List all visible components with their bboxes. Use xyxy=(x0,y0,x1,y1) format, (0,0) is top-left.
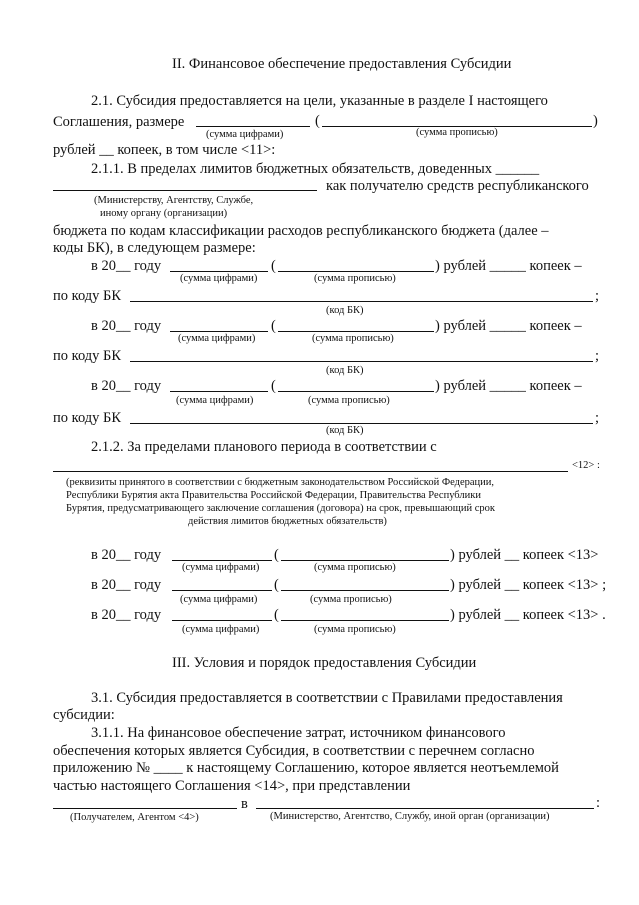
p311-v: в xyxy=(241,796,248,812)
p311-line4: частью настоящего Соглашения <14>, при представлении xyxy=(53,778,411,794)
caption-sum-digits: (сумма цифрами) xyxy=(176,395,254,406)
caption-requisites-2: Республики Бурятия акта Правительства Российской Федерации, Правительства Республики xyxy=(66,490,481,501)
caption-sum-words: (сумма прописью) xyxy=(310,594,392,605)
caption-requisites-4: действия лимитов бюджетных обязательств) xyxy=(188,516,387,527)
caption-sum-words: (сумма прописью) xyxy=(314,624,396,635)
bk-prefix: по коду БК xyxy=(53,348,122,364)
caption-requisites-3: Бурятия, предусматривающего заключение соглашения (договора) на срок, превышающий срок xyxy=(66,503,495,514)
p311-line3: приложению № ____ к настоящему Соглашению, которое является неотъемлемой xyxy=(53,760,559,776)
rub-kop-label: ) рублей _____ копеек – xyxy=(435,378,582,394)
caption-ministry-org: (Министерство, Агентство, Службу, иной орган (организации) xyxy=(270,811,550,822)
p311-end: : xyxy=(596,795,601,811)
p212-ref: <12> : xyxy=(572,460,600,471)
paren-open: ( xyxy=(274,607,279,623)
paren-open: ( xyxy=(274,577,279,593)
caption-bk: (код БК) xyxy=(326,425,364,436)
sum-digits-line xyxy=(170,331,268,332)
sum-words-line xyxy=(278,331,434,332)
p211-line2-tail: как получателю средств республиканского xyxy=(326,178,589,194)
bk-line xyxy=(130,423,593,424)
caption-sum-words: (сумма прописью) xyxy=(308,395,390,406)
recipient-line xyxy=(53,808,237,809)
year-label: в 20__ году xyxy=(91,577,162,593)
year-label: в 20__ году xyxy=(91,378,162,394)
p212-line1: 2.1.2. За пределами планового периода в соответствии с xyxy=(91,439,437,455)
caption-sum-digits: (сумма цифрами) xyxy=(178,333,256,344)
p31-line1: 3.1. Субсидия предоставляется в соответствии с Правилами предоставления xyxy=(91,690,563,706)
section-2-title: II. Финансовое обеспечение предоставления Субсидии xyxy=(172,56,512,72)
recipient-body-line xyxy=(53,190,317,191)
paren-open: ( xyxy=(315,113,320,129)
section-3-title: III. Условия и порядок предоставления Субсидии xyxy=(172,655,477,671)
p21-line2-start: Соглашения, размере xyxy=(53,114,185,130)
p21-line3: рублей __ копеек, в том числе <11>: xyxy=(53,142,276,158)
caption-bk: (код БК) xyxy=(326,365,364,376)
sum-words-line xyxy=(281,590,449,591)
sum-digits-line xyxy=(170,271,268,272)
sum-digits-line xyxy=(196,126,310,127)
year-label: в 20__ году xyxy=(91,547,162,563)
caption-bk: (код БК) xyxy=(326,305,364,316)
p311-line2: обеспечения которых является Субсидия, в соответствии с перечнем согласно xyxy=(53,743,535,759)
paren-open: ( xyxy=(271,258,276,274)
year-label: в 20__ году xyxy=(91,318,162,334)
p211-line1: 2.1.1. В пределах лимитов бюджетных обязательств, доведенных ______ xyxy=(91,161,540,177)
caption-sum-words: (сумма прописью) xyxy=(312,333,394,344)
rub-kop-label: ) рублей __ копеек <13> xyxy=(450,547,599,563)
caption-sum-digits: (сумма цифрами) xyxy=(180,273,258,284)
caption-ministry-1: (Министерству, Агентству, Службе, xyxy=(94,195,254,206)
sum-words-line xyxy=(278,391,434,392)
year-label: в 20__ году xyxy=(91,258,162,274)
p31-line2: субсидии: xyxy=(53,707,115,723)
sum-digits-line xyxy=(170,391,268,392)
sum-digits-line xyxy=(172,620,272,621)
caption-requisites-1: (реквизиты принятого в соответствии с бюджетным законодательством Российской Федерации, xyxy=(66,477,495,488)
year-label: в 20__ году xyxy=(91,607,162,623)
caption-sum-words: (сумма прописью) xyxy=(416,127,498,138)
bk-suffix: ; xyxy=(595,288,600,304)
sum-digits-line xyxy=(172,560,272,561)
bk-line xyxy=(130,301,593,302)
p211-line3: бюджета по кодам классификации расходов республиканского бюджета (далее – xyxy=(53,223,549,239)
rub-kop-label: ) рублей _____ копеек – xyxy=(435,258,582,274)
p21-line1: 2.1. Субсидия предоставляется на цели, указанные в разделе I настоящего xyxy=(91,93,548,109)
paren-open: ( xyxy=(271,318,276,334)
caption-sum-digits: (сумма цифрами) xyxy=(182,562,260,573)
bk-prefix: по коду БК xyxy=(53,410,122,426)
p311-line1: 3.1.1. На финансовое обеспечение затрат, источником финансового xyxy=(91,725,506,741)
sum-words-line xyxy=(281,560,449,561)
rub-kop-label: ) рублей _____ копеек – xyxy=(435,318,582,334)
bk-suffix: ; xyxy=(595,348,600,364)
paren-open: ( xyxy=(274,547,279,563)
sum-digits-line xyxy=(172,590,272,591)
rub-kop-label: ) рублей __ копеек <13> . xyxy=(450,607,606,623)
caption-sum-digits: (сумма цифрами) xyxy=(180,594,258,605)
paren-close: ) xyxy=(593,113,598,129)
paren-open: ( xyxy=(271,378,276,394)
bk-suffix: ; xyxy=(595,410,600,426)
caption-sum-words: (сумма прописью) xyxy=(314,273,396,284)
caption-sum-digits: (сумма цифрами) xyxy=(206,129,284,140)
caption-ministry-2: иному органу (организации) xyxy=(100,208,228,219)
bk-line xyxy=(130,361,593,362)
caption-sum-words: (сумма прописью) xyxy=(314,562,396,573)
ministry-org-line xyxy=(256,808,594,809)
caption-sum-digits: (сумма цифрами) xyxy=(182,624,260,635)
sum-words-line xyxy=(281,620,449,621)
p211-line4: коды БК), в следующем размере: xyxy=(53,240,256,256)
bk-prefix: по коду БК xyxy=(53,288,122,304)
rub-kop-label: ) рублей __ копеек <13> ; xyxy=(450,577,607,593)
sum-words-line xyxy=(278,271,434,272)
requisites-line xyxy=(53,471,568,472)
caption-recipient: (Получателем, Агентом <4>) xyxy=(70,812,199,823)
